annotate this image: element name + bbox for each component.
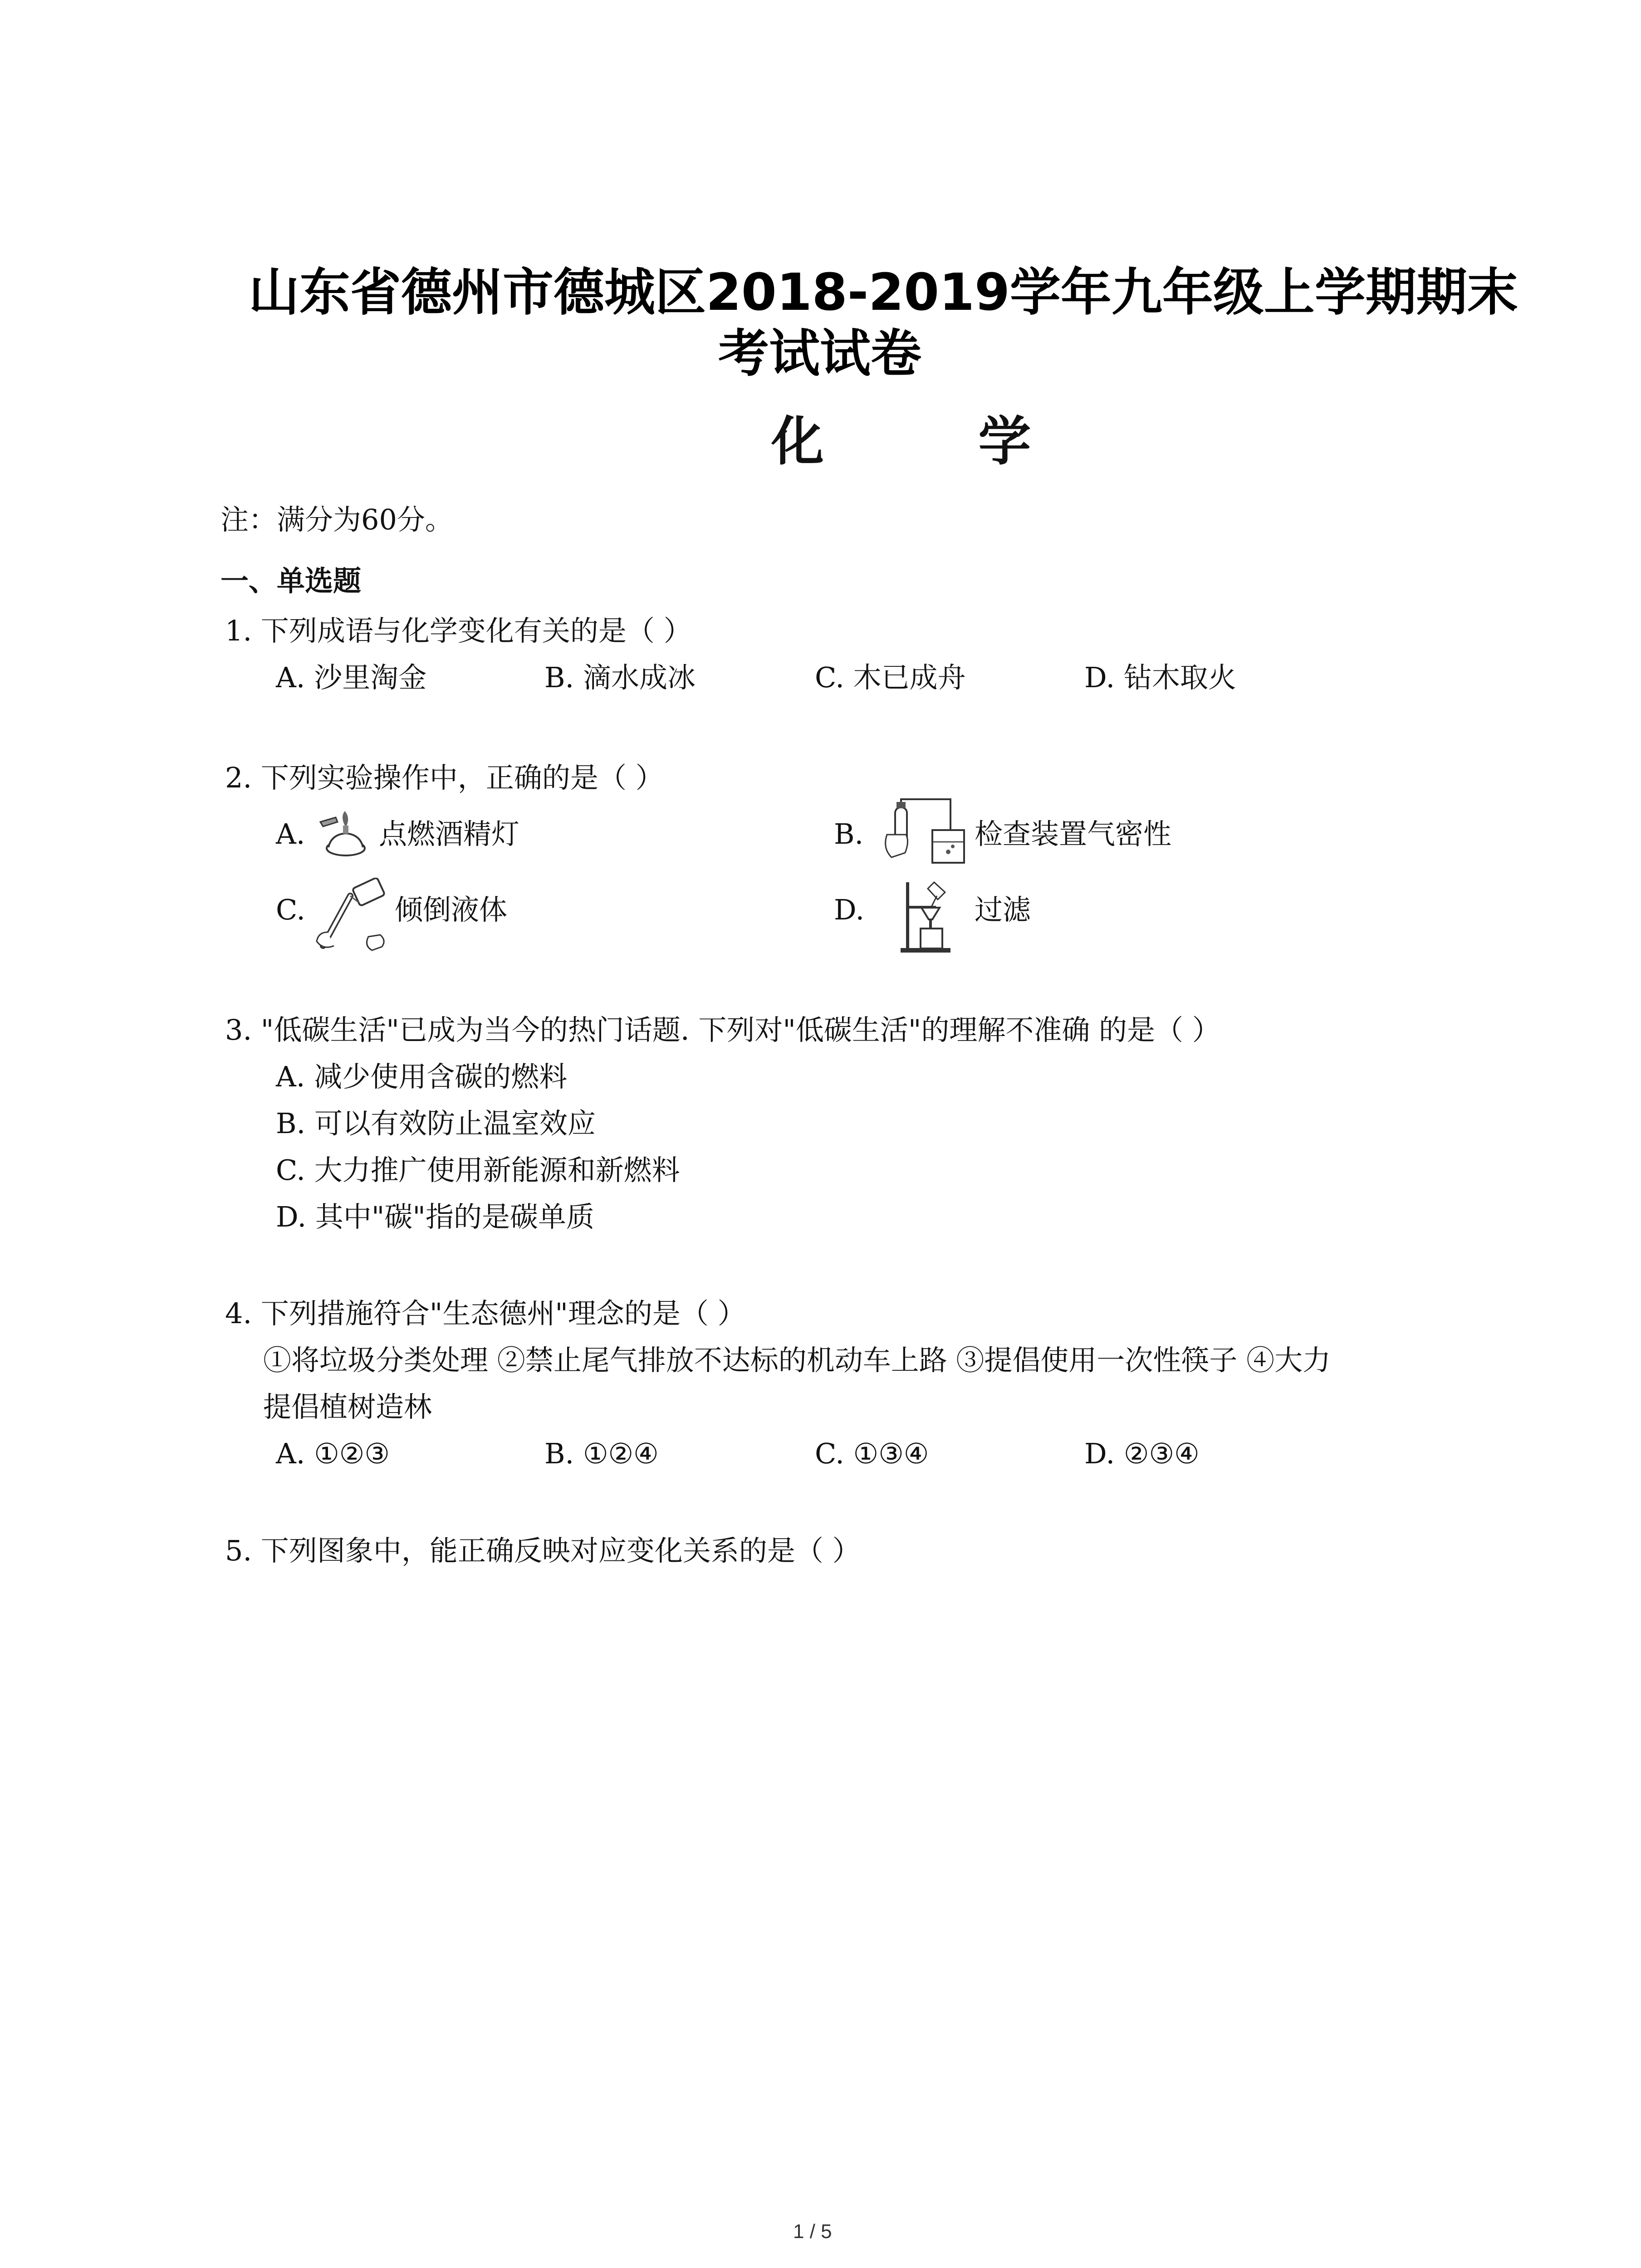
option-a: A. 减少使用含碳的燃料: [276, 1060, 568, 1093]
question-detail-line1: ①将垃圾分类处理 ②禁止尾气排放不达标的机动车上路 ③提倡使用一次性筷子 ④大力: [263, 1344, 1331, 1377]
option-c: C. 大力推广使用新能源和新燃料: [276, 1154, 680, 1187]
question-stem: 5. 下列图象中，能正确反映对应变化关系的是（ ）: [225, 1534, 861, 1567]
filtration-icon: [896, 878, 955, 955]
page-title-line1: 山东省德州市德城区2018-2019学年九年级上学期期末: [249, 263, 1518, 322]
option-d-label: 过滤: [975, 893, 1031, 926]
option-a: A. 沙里淘金: [276, 661, 427, 694]
option-d: D. ②③④: [1084, 1437, 1200, 1470]
alcohol-lamp-icon: [318, 808, 374, 858]
airtightness-check-icon: [882, 798, 969, 866]
option-b-letter: B.: [834, 817, 864, 850]
option-d-letter: D.: [834, 893, 865, 926]
page-number: 1 / 5: [793, 2220, 832, 2243]
option-a: A. ①②③: [276, 1437, 390, 1470]
option-b-label: 检查装置气密性: [975, 817, 1172, 850]
question-stem: 3. "低碳生活"已成为当今的热门话题. 下列对"低碳生活"的理解不准确 的是（ ）: [225, 1013, 1220, 1046]
option-d: D. 其中"碳"指的是碳单质: [276, 1200, 594, 1233]
option-c-label: 倾倒液体: [395, 893, 508, 926]
pouring-liquid-icon: [314, 878, 396, 953]
section-heading: 一、单选题: [220, 564, 362, 597]
question-stem: 4. 下列措施符合"生态德州"理念的是（ ）: [225, 1297, 746, 1330]
option-c: C. ①③④: [815, 1437, 929, 1470]
page-title-line2: 考试试卷: [718, 324, 921, 383]
option-c: C. 木已成舟: [815, 661, 966, 694]
question-stem: 2. 下列实验操作中，正确的是（ ）: [225, 761, 664, 794]
option-c-letter: C.: [276, 893, 305, 926]
option-a-label: 点燃酒精灯: [379, 817, 520, 850]
subject-title: 化 学: [771, 411, 1099, 472]
option-b: B. ①②④: [544, 1437, 659, 1470]
question-detail-line2: 提倡植树造林: [263, 1390, 432, 1423]
option-a-letter: A.: [276, 817, 305, 850]
option-b: B. 滴水成冰: [544, 661, 696, 694]
option-b: B. 可以有效防止温室效应: [276, 1107, 596, 1140]
question-stem: 1. 下列成语与化学变化有关的是（ ）: [225, 614, 692, 647]
option-d: D. 钻木取火: [1084, 661, 1236, 694]
score-note: 注：满分为60分。: [220, 503, 453, 536]
